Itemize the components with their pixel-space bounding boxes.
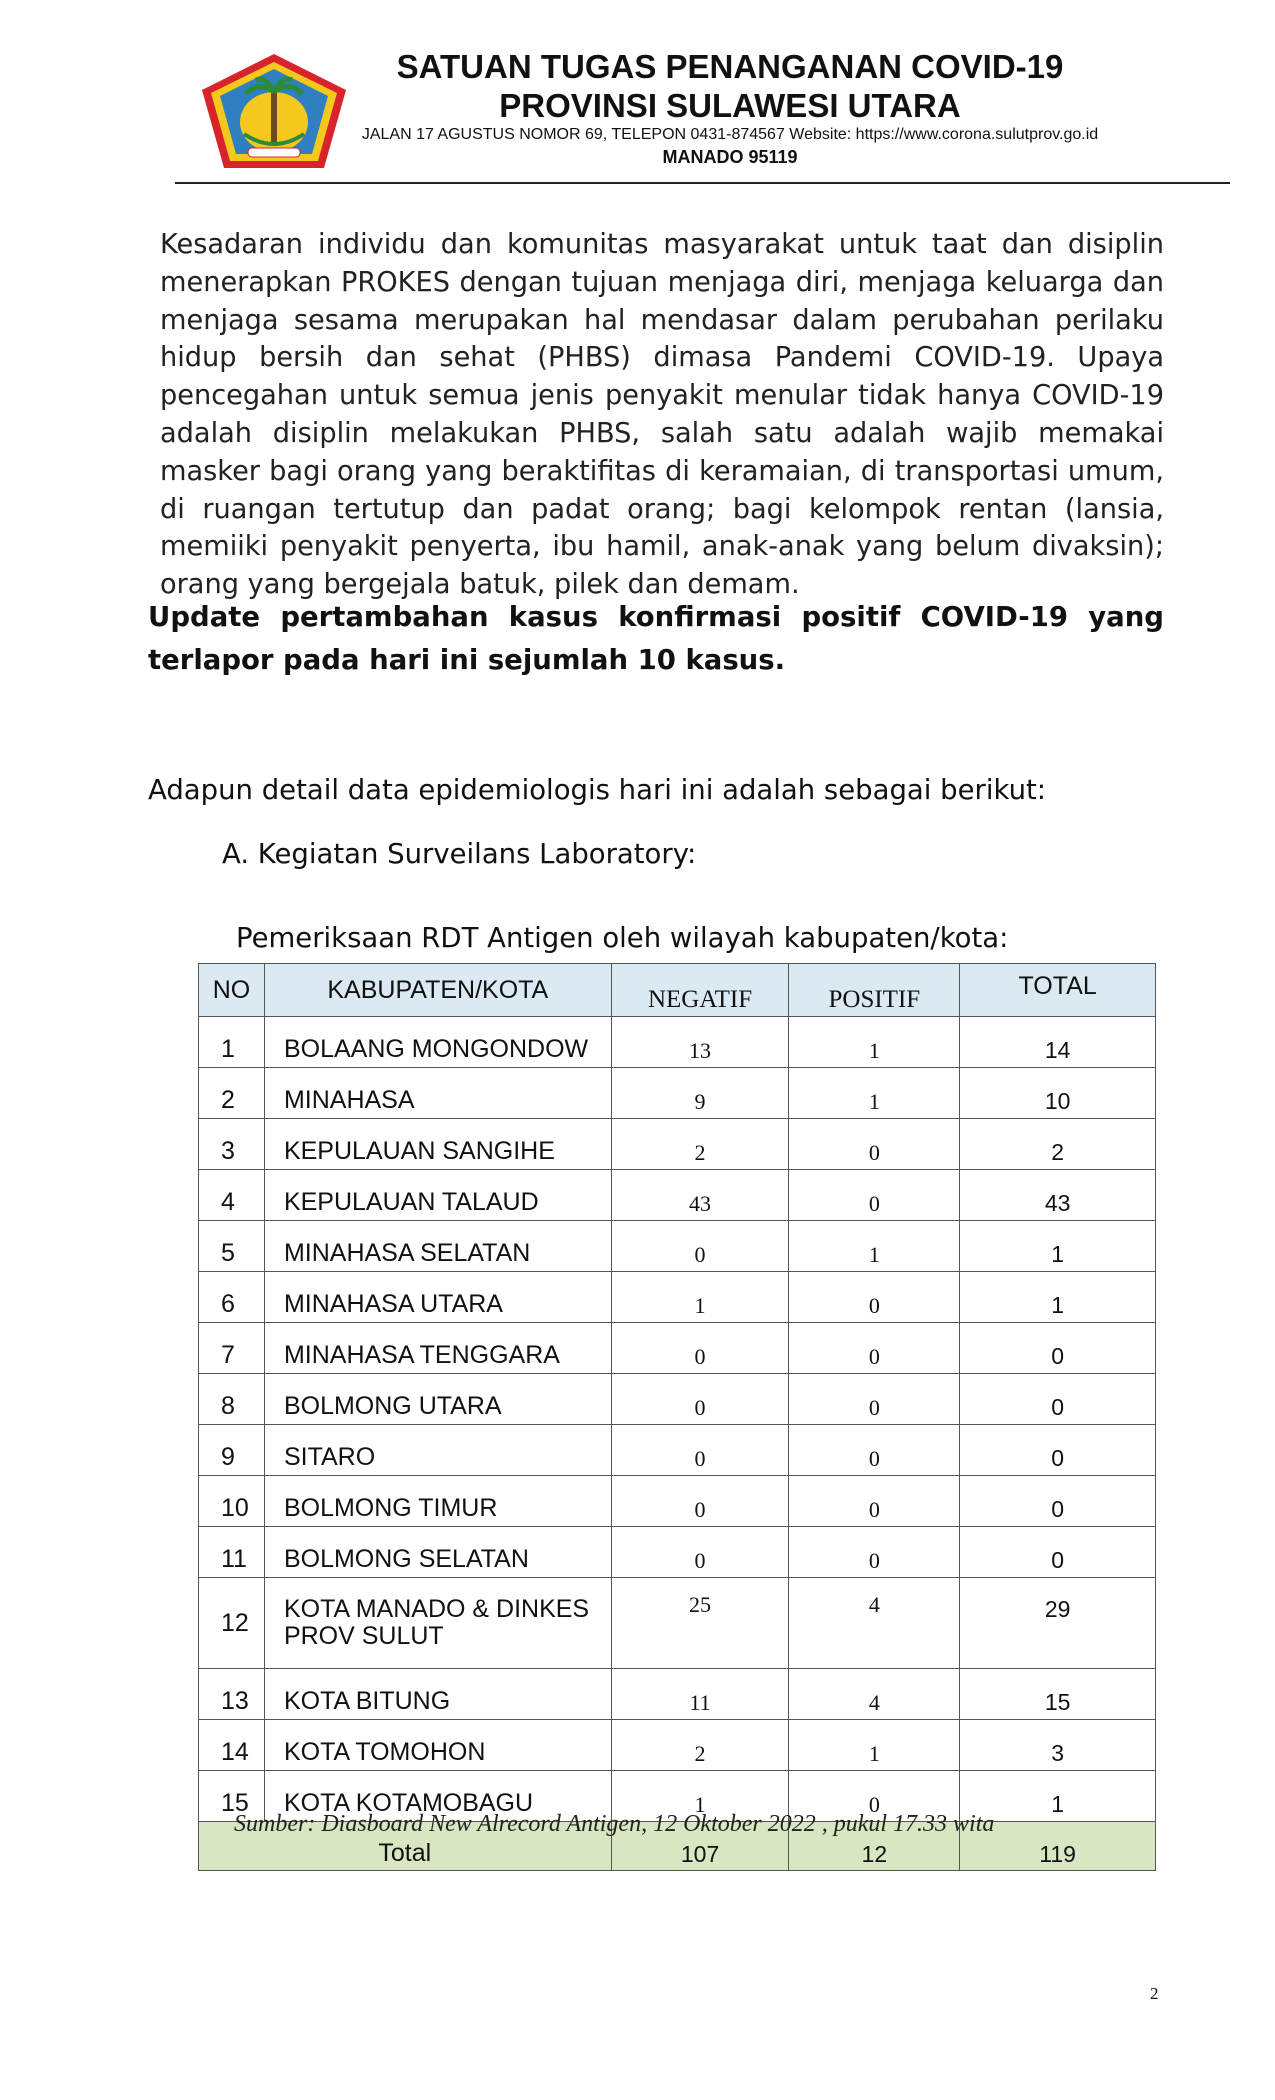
header-city: MANADO 95119 xyxy=(662,147,798,167)
header-title-line1: SATUAN TUGAS PENANGANAN COVID-19 xyxy=(396,48,1064,85)
cell-positif: 1 xyxy=(789,1068,960,1119)
cell-positif: 4 xyxy=(789,1578,960,1669)
table-row xyxy=(199,1272,1156,1323)
cell-negatif: 43 xyxy=(611,1170,789,1221)
cell-total: 29 xyxy=(960,1578,1156,1669)
table-row xyxy=(199,1374,1156,1425)
cell-region: BOLAANG MONGONDOW xyxy=(264,1017,611,1068)
cell-negatif: 0 xyxy=(611,1425,789,1476)
cell-region-line1: KOTA MANADO & DINKES xyxy=(283,1595,590,1623)
cell-region: MINAHASA xyxy=(264,1068,611,1119)
cell-positif: 1 xyxy=(789,1720,960,1771)
cell-positif: 0 xyxy=(789,1527,960,1578)
cell-no: 6 xyxy=(199,1272,265,1323)
cell-no: 9 xyxy=(199,1425,265,1476)
cell-positif: 0 xyxy=(789,1119,960,1170)
header-region: KABUPATEN/KOTA xyxy=(264,964,611,1017)
cell-total: 2 xyxy=(960,1119,1156,1170)
cell-no: 10 xyxy=(199,1476,265,1527)
cell-negatif: 13 xyxy=(611,1017,789,1068)
cell-positif: 0 xyxy=(789,1425,960,1476)
header-address: JALAN 17 AGUSTUS NOMOR 69, TELEPON 0431-874567 Website: https://www.corona.sulutprov.go.id xyxy=(361,126,1099,143)
page-number: 2 xyxy=(1150,1984,1159,2003)
cell-no: 13 xyxy=(199,1669,265,1720)
table-caption: Pemeriksaan RDT Antigen oleh wilayah kabupaten/kota: xyxy=(236,922,1009,954)
table-row xyxy=(199,1578,1156,1669)
table-row xyxy=(199,1425,1156,1476)
total-negatif: 107 xyxy=(611,1822,789,1871)
cell-region: BOLMONG SELATAN xyxy=(264,1527,611,1578)
cell-region: KOTA BITUNG xyxy=(264,1669,611,1720)
cell-no: 8 xyxy=(199,1374,265,1425)
header-negatif: NEGATIF xyxy=(611,964,789,1017)
cell-no: 1 xyxy=(199,1017,265,1068)
intro-text: Adapun detail data epidemiologis hari ini adalah sebagai berikut: xyxy=(148,774,1047,806)
cell-negatif: 2 xyxy=(611,1119,789,1170)
total-positif: 12 xyxy=(789,1822,960,1871)
cell-region: KOTA KOTAMOBAGU xyxy=(264,1771,611,1822)
cell-region: BOLMONG UTARA xyxy=(264,1374,611,1425)
cell-negatif: 25 xyxy=(611,1578,789,1669)
cell-region: MINAHASA TENGGARA xyxy=(264,1323,611,1374)
table-row xyxy=(199,1017,1156,1068)
body-paragraph: Kesadaran individu dan komunitas masyarakat untuk taat dan disiplin menerapkan PROKES dengan tujuan menjaga diri, menjaga keluarga dan menjaga sesama merupakan hal mendasar dalam perubahan perilaku hidup bersih dan sehat (PHBS) dimasa Pandemi COVID-19. Upaya pencegahan untuk semua jenis penyakit menular tidak hanya COVID-19 adalah disiplin melakukan PHBS, salah satu adalah wajib memakai masker bagi orang yang beraktifitas di keramaian, di transportasi umum, di ruangan tertutup dan padat orang; bagi kelompok rentan (lansia, memiiki penyakit penyerta, ibu hamil, anak-anak yang belum divaksin); orang yang bergejala batuk, pilek dan demam. xyxy=(160,229,1164,601)
cell-region xyxy=(264,1578,611,1669)
cell-no: 12 xyxy=(199,1578,265,1669)
cell-total: 10 xyxy=(960,1068,1156,1119)
cell-total: 0 xyxy=(960,1323,1156,1374)
cell-total: 1 xyxy=(960,1771,1156,1822)
table-row xyxy=(199,1323,1156,1374)
header-divider xyxy=(175,182,1230,184)
table-row xyxy=(199,1119,1156,1170)
table-row xyxy=(199,1527,1156,1578)
cell-negatif: 9 xyxy=(611,1068,789,1119)
cell-negatif: 11 xyxy=(611,1669,789,1720)
cell-positif: 0 xyxy=(789,1323,960,1374)
cell-total: 0 xyxy=(960,1476,1156,1527)
section-heading-a: A. Kegiatan Surveilans Laboratory: xyxy=(222,838,697,870)
header-positif: POSITIF xyxy=(789,964,960,1017)
cell-no: 7 xyxy=(199,1323,265,1374)
cell-total: 3 xyxy=(960,1720,1156,1771)
table-row xyxy=(199,1669,1156,1720)
cell-positif: 1 xyxy=(789,1221,960,1272)
cell-negatif: 0 xyxy=(611,1476,789,1527)
cell-total: 0 xyxy=(960,1527,1156,1578)
cell-region-line2: PROV SULUT xyxy=(283,1622,444,1650)
cell-positif: 0 xyxy=(789,1170,960,1221)
cell-negatif: 1 xyxy=(611,1771,789,1822)
update-statement: Update pertambahan kasus konfirmasi positif COVID-19 yang terlapor pada hari ini sejumlah 10 kasus. xyxy=(148,601,1164,676)
total-label: Total xyxy=(199,1822,612,1871)
cell-no: 5 xyxy=(199,1221,265,1272)
cell-total: 1 xyxy=(960,1272,1156,1323)
cell-no: 3 xyxy=(199,1119,265,1170)
cell-region: MINAHASA SELATAN xyxy=(264,1221,611,1272)
cell-no: 2 xyxy=(199,1068,265,1119)
cell-region: KEPULAUAN SANGIHE xyxy=(264,1119,611,1170)
cell-positif: 0 xyxy=(789,1476,960,1527)
cell-region: MINAHASA UTARA xyxy=(264,1272,611,1323)
cell-negatif: 0 xyxy=(611,1374,789,1425)
table-row xyxy=(199,1476,1156,1527)
table-row xyxy=(199,1221,1156,1272)
cell-no: 15 xyxy=(199,1771,265,1822)
header-no: NO xyxy=(199,964,265,1017)
table-row xyxy=(199,1170,1156,1221)
header-title-line2: PROVINSI SULAWESI UTARA xyxy=(499,87,961,124)
cell-region: KOTA TOMOHON xyxy=(264,1720,611,1771)
total-total: 119 xyxy=(960,1822,1156,1871)
cell-negatif: 0 xyxy=(611,1221,789,1272)
cell-no: 14 xyxy=(199,1720,265,1771)
cell-total: 0 xyxy=(960,1425,1156,1476)
cell-region: KEPULAUAN TALAUD xyxy=(264,1170,611,1221)
cell-region: BOLMONG TIMUR xyxy=(264,1476,611,1527)
cell-negatif: 0 xyxy=(611,1527,789,1578)
cell-total: 43 xyxy=(960,1170,1156,1221)
cell-no: 11 xyxy=(199,1527,265,1578)
cell-positif: 0 xyxy=(789,1272,960,1323)
cell-positif: 1 xyxy=(789,1017,960,1068)
rdt-antigen-table xyxy=(198,963,1156,1871)
table-row xyxy=(199,1720,1156,1771)
cell-negatif: 0 xyxy=(611,1323,789,1374)
table-header-row xyxy=(199,964,1156,1017)
cell-total: 0 xyxy=(960,1374,1156,1425)
provincial-logo xyxy=(196,50,352,172)
cell-no: 4 xyxy=(199,1170,265,1221)
source-note: Sumber: Diasboard New Alrecord Antigen, 12 Oktober 2022 , pukul 17.33 wita xyxy=(234,1811,995,1837)
cell-negatif: 1 xyxy=(611,1272,789,1323)
cell-positif: 0 xyxy=(789,1771,960,1822)
cell-positif: 0 xyxy=(789,1374,960,1425)
cell-total: 14 xyxy=(960,1017,1156,1068)
cell-total: 1 xyxy=(960,1221,1156,1272)
header-total: TOTAL xyxy=(960,964,1156,1017)
cell-region: SITARO xyxy=(264,1425,611,1476)
cell-negatif: 2 xyxy=(611,1720,789,1771)
cell-positif: 4 xyxy=(789,1669,960,1720)
cell-total: 15 xyxy=(960,1669,1156,1720)
table-row xyxy=(199,1068,1156,1119)
